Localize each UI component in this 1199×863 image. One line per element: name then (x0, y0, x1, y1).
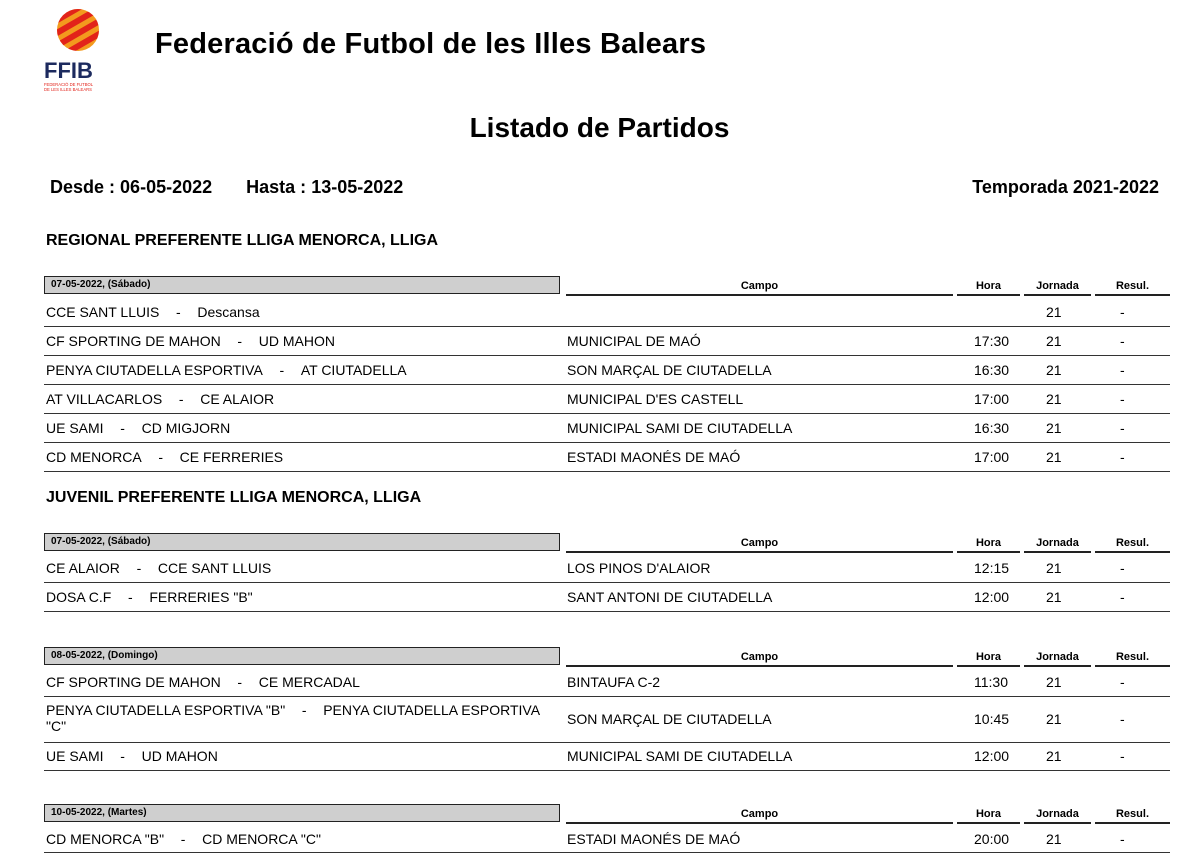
home-team: PENYA CIUTADELLA ESPORTIVA (46, 362, 263, 378)
hora-value: 12:00 (974, 589, 1010, 605)
team-separator: - (128, 589, 133, 605)
match-teams (46, 449, 556, 465)
col-header-resul: Resul. (1095, 804, 1170, 824)
away-team: CD MIGJORN (141, 420, 231, 436)
team-separator: - (120, 748, 125, 764)
away-team: CD MENORCA "C" (202, 831, 321, 847)
team-separator: - (279, 362, 285, 378)
col-header-jornada: Jornada (1024, 276, 1091, 296)
col-header-campo: Campo (566, 804, 953, 824)
team-separator: - (120, 420, 125, 436)
desde-value: 06-05-2022 (120, 177, 213, 197)
resul-value: - (1120, 674, 1125, 690)
team-separator: - (237, 674, 243, 690)
jornada-value: 21 (1046, 560, 1062, 576)
resul-value: - (1120, 748, 1125, 764)
team-separator: - (136, 560, 142, 576)
svg-text:FEDERACIÓ DE FUTBOL: FEDERACIÓ DE FUTBOL (44, 82, 94, 87)
federation-name: Federació de Futbol de les Illes Balears (155, 28, 707, 60)
jornada-value: 21 (1046, 589, 1062, 605)
jornada-value: 21 (1046, 391, 1062, 407)
jornada-value: 21 (1046, 748, 1062, 764)
matchday-date: 07-05-2022, (Sábado) (44, 276, 560, 294)
matchday-date: 07-05-2022, (Sábado) (44, 533, 560, 551)
campo-value: ESTADI MAONÉS DE MAÓ (567, 831, 741, 847)
match-teams (46, 560, 556, 576)
campo-value: MUNICIPAL SAMI DE CIUTADELLA (567, 420, 793, 436)
team-separator: - (158, 449, 163, 465)
matchday-date: 08-05-2022, (Domingo) (44, 647, 560, 665)
table-row (44, 826, 1170, 853)
home-team: CD MENORCA (46, 449, 142, 465)
col-header-resul: Resul. (1095, 647, 1170, 667)
home-team: DOSA C.F (46, 589, 112, 605)
away-team: CE ALAIOR (200, 391, 275, 407)
away-team: PENYA CIUTADELLA ESPORTIVA "C" (46, 702, 540, 734)
hora-value: 12:15 (974, 560, 1010, 576)
matchday-table (44, 276, 1170, 472)
competition-title: REGIONAL PREFERENTE LLIGA MENORCA, LLIGA (46, 232, 439, 249)
table-header (44, 533, 1170, 555)
matchday-table (44, 647, 1170, 771)
hora-value: 17:30 (974, 333, 1010, 349)
home-team: AT VILLACARLOS (46, 391, 163, 407)
col-header-hora: Hora (957, 533, 1020, 553)
home-team: UE SAMI (46, 748, 104, 764)
team-separator: - (180, 831, 186, 847)
table-row (44, 669, 1170, 697)
jornada-value: 21 (1046, 674, 1062, 690)
team-separator: - (176, 304, 181, 320)
svg-text:FFIB: FFIB (44, 58, 93, 83)
match-teams (46, 391, 556, 407)
hora-value: 16:30 (974, 362, 1010, 378)
table-row (44, 298, 1170, 327)
table-row (44, 385, 1170, 414)
home-team: CF SPORTING DE MAHON (46, 674, 221, 690)
campo-value: MUNICIPAL D'ES CASTELL (567, 391, 744, 407)
away-team: CE FERRERIES (179, 449, 284, 465)
matchday-table (44, 533, 1170, 612)
match-teams (46, 748, 556, 764)
table-row (44, 356, 1170, 385)
resul-value: - (1120, 449, 1125, 465)
away-team: CE MERCADAL (258, 674, 360, 690)
svg-text:DE LES ILLES BALEARS: DE LES ILLES BALEARS (44, 87, 92, 92)
campo-value: SON MARÇAL DE CIUTADELLA (567, 711, 772, 727)
away-team: UD MAHON (141, 748, 218, 764)
ffib-logo (42, 6, 112, 96)
jornada-value: 21 (1046, 304, 1062, 320)
col-header-resul: Resul. (1095, 533, 1170, 553)
match-teams (46, 304, 556, 320)
home-team: CE ALAIOR (46, 560, 120, 576)
jornada-value: 21 (1046, 333, 1062, 349)
col-header-hora: Hora (957, 647, 1020, 667)
desde-label: Desde : (50, 177, 116, 197)
col-header-campo: Campo (566, 533, 953, 553)
hasta-label: Hasta : (246, 177, 307, 197)
resul-value: - (1120, 589, 1125, 605)
match-teams (46, 702, 556, 734)
table-row (44, 414, 1170, 443)
match-teams (46, 362, 556, 378)
away-team: UD MAHON (258, 333, 335, 349)
col-header-resul: Resul. (1095, 276, 1170, 296)
hora-value: 10:45 (974, 711, 1010, 727)
table-row (44, 555, 1170, 583)
table-header (44, 276, 1170, 298)
away-team: Descansa (197, 304, 260, 320)
resul-value: - (1120, 391, 1125, 407)
resul-value: - (1120, 333, 1125, 349)
home-team: PENYA CIUTADELLA ESPORTIVA "B" (46, 702, 286, 718)
hora-value: 17:00 (974, 449, 1010, 465)
jornada-value: 21 (1046, 831, 1062, 847)
jornada-value: 21 (1046, 362, 1062, 378)
campo-value: MUNICIPAL SAMI DE CIUTADELLA (567, 748, 793, 764)
resul-value: - (1120, 831, 1125, 847)
match-teams (46, 674, 556, 690)
col-header-hora: Hora (957, 276, 1020, 296)
jornada-value: 21 (1046, 711, 1062, 727)
campo-value: SANT ANTONI DE CIUTADELLA (567, 589, 773, 605)
away-team: AT CIUTADELLA (300, 362, 407, 378)
campo-value: MUNICIPAL DE MAÓ (567, 333, 701, 349)
hora-value: 12:00 (974, 748, 1010, 764)
col-header-campo: Campo (566, 276, 953, 296)
hora-value: 17:00 (974, 391, 1010, 407)
hora-value: 16:30 (974, 420, 1010, 436)
match-teams (46, 831, 556, 847)
table-header (44, 647, 1170, 669)
match-teams (46, 589, 556, 605)
campo-value: BINTAUFA C-2 (567, 674, 661, 690)
table-row (44, 583, 1170, 612)
team-separator: - (237, 333, 243, 349)
home-team: UE SAMI (46, 420, 104, 436)
away-team: CCE SANT LLUIS (157, 560, 272, 576)
page-title: Listado de Partidos (469, 112, 730, 143)
team-separator: - (301, 702, 307, 718)
resul-value: - (1120, 304, 1125, 320)
date-range (50, 177, 403, 198)
col-header-jornada: Jornada (1024, 533, 1091, 553)
table-row (44, 327, 1170, 356)
home-team: CCE SANT LLUIS (46, 304, 160, 320)
campo-value: LOS PINOS D'ALAIOR (567, 560, 711, 576)
season-label: Temporada 2021-2022 (972, 177, 1159, 197)
hora-value: 20:00 (974, 831, 1010, 847)
table-header (44, 804, 1170, 826)
hasta-value: 13-05-2022 (311, 177, 404, 197)
table-row (44, 443, 1170, 472)
jornada-value: 21 (1046, 420, 1062, 436)
col-header-hora: Hora (957, 804, 1020, 824)
table-row (44, 697, 1170, 743)
jornada-value: 21 (1046, 449, 1062, 465)
home-team: CD MENORCA "B" (46, 831, 165, 847)
table-row (44, 743, 1170, 771)
away-team: FERRERIES "B" (149, 589, 253, 605)
resul-value: - (1120, 362, 1125, 378)
campo-value: ESTADI MAONÉS DE MAÓ (567, 449, 741, 465)
competition-title: JUVENIL PREFERENTE LLIGA MENORCA, LLIGA (46, 489, 422, 506)
hora-value: 11:30 (974, 674, 1008, 690)
col-header-jornada: Jornada (1024, 647, 1091, 667)
team-separator: - (178, 391, 184, 407)
col-header-jornada: Jornada (1024, 804, 1091, 824)
match-teams (46, 333, 556, 349)
col-header-campo: Campo (566, 647, 953, 667)
matchday-date: 10-05-2022, (Martes) (44, 804, 560, 822)
matchday-table (44, 804, 1170, 853)
resul-value: - (1120, 560, 1125, 576)
home-team: CF SPORTING DE MAHON (46, 333, 221, 349)
campo-value: SON MARÇAL DE CIUTADELLA (567, 362, 772, 378)
match-teams (46, 420, 556, 436)
resul-value: - (1120, 711, 1125, 727)
resul-value: - (1120, 420, 1125, 436)
